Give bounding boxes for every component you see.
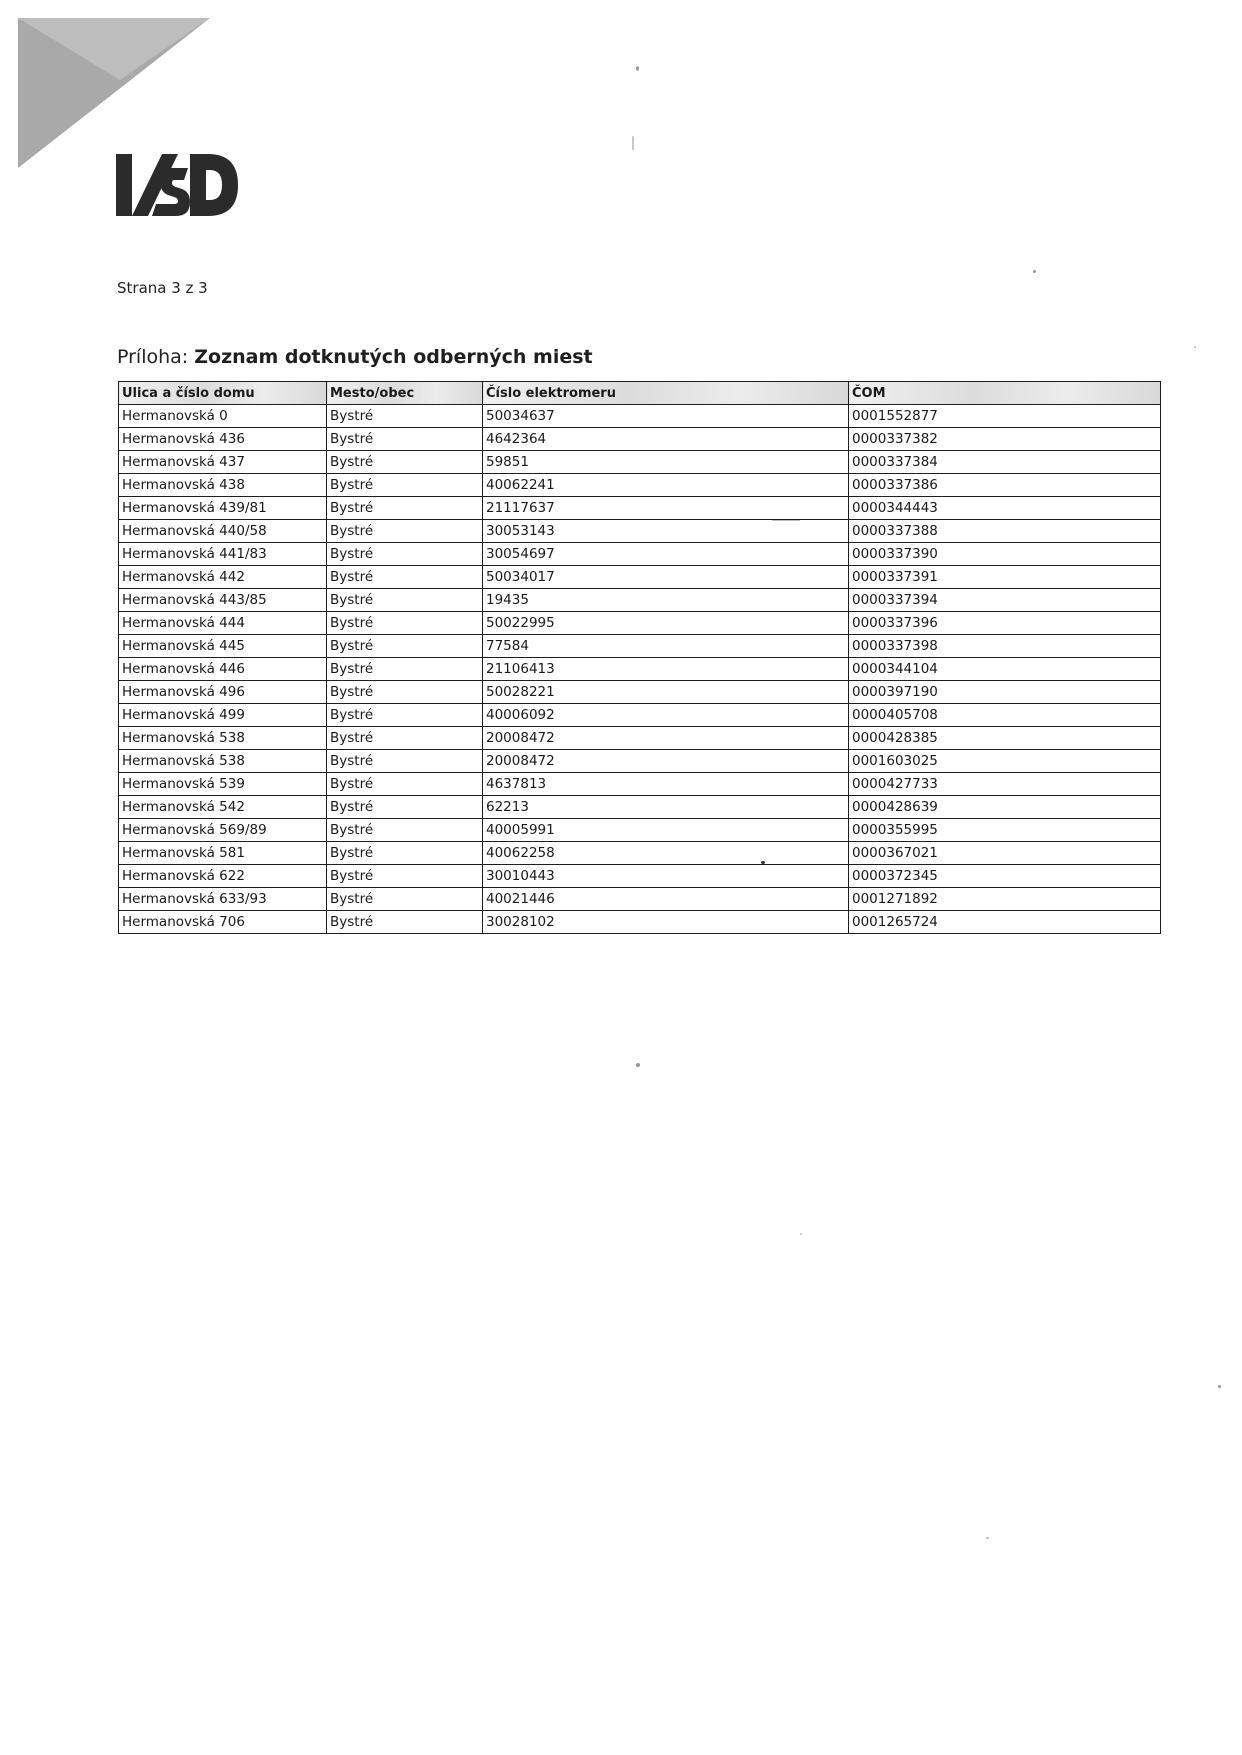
com-cell: 0000428639 (849, 796, 1161, 819)
street-cell: Hermanovská 441/83 (119, 543, 327, 566)
column-header-com: ČOM (849, 382, 1161, 405)
table-header-row (119, 382, 1161, 405)
scan-speck (632, 136, 634, 150)
table-row (119, 658, 1161, 681)
com-cell: 0000337396 (849, 612, 1161, 635)
city-cell: Bystré (327, 750, 483, 773)
meter-number-cell: 59851 (483, 451, 849, 474)
affected-places-table (118, 381, 1161, 934)
scan-speck (986, 1537, 989, 1539)
meter-number-cell: 20008472 (483, 727, 849, 750)
com-cell: 0000372345 (849, 865, 1161, 888)
city-cell: Bystré (327, 405, 483, 428)
street-cell: Hermanovská 706 (119, 911, 327, 934)
city-cell: Bystré (327, 520, 483, 543)
column-header-street: Ulica a číslo domu (119, 382, 327, 405)
table-row (119, 796, 1161, 819)
city-cell: Bystré (327, 888, 483, 911)
street-cell: Hermanovská 436 (119, 428, 327, 451)
table-row (119, 497, 1161, 520)
table-row (119, 704, 1161, 727)
table-row (119, 543, 1161, 566)
table-row (119, 428, 1161, 451)
table-row (119, 405, 1161, 428)
meter-number-cell: 30053143 (483, 520, 849, 543)
table-row (119, 681, 1161, 704)
com-cell: 0001265724 (849, 911, 1161, 934)
street-cell: Hermanovská 439/81 (119, 497, 327, 520)
table-row (119, 773, 1161, 796)
meter-number-cell: 40062258 (483, 842, 849, 865)
com-cell: 0001271892 (849, 888, 1161, 911)
com-cell: 0000337391 (849, 566, 1161, 589)
street-cell: Hermanovská 542 (119, 796, 327, 819)
meter-number-cell: 30054697 (483, 543, 849, 566)
meter-number-cell: 40006092 (483, 704, 849, 727)
title-highlight (194, 346, 592, 368)
meter-number-cell: 50022995 (483, 612, 849, 635)
com-cell: 0000427733 (849, 773, 1161, 796)
meter-number-cell: 50028221 (483, 681, 849, 704)
table-row (119, 612, 1161, 635)
table-row (119, 819, 1161, 842)
city-cell: Bystré (327, 796, 483, 819)
scan-speck (1218, 1385, 1221, 1388)
com-cell: 0000337386 (849, 474, 1161, 497)
table-row (119, 888, 1161, 911)
meter-number-cell: 30028102 (483, 911, 849, 934)
com-cell: 0000355995 (849, 819, 1161, 842)
street-cell: Hermanovská 538 (119, 750, 327, 773)
city-cell: Bystré (327, 819, 483, 842)
table-row (119, 727, 1161, 750)
table-row (119, 474, 1161, 497)
street-cell: Hermanovská 444 (119, 612, 327, 635)
city-cell: Bystré (327, 566, 483, 589)
street-cell: Hermanovská 496 (119, 681, 327, 704)
com-cell: 0000344104 (849, 658, 1161, 681)
city-cell: Bystré (327, 773, 483, 796)
com-cell: 0000337388 (849, 520, 1161, 543)
street-cell: Hermanovská 538 (119, 727, 327, 750)
column-header-city: Mesto/obec (327, 382, 483, 405)
city-cell: Bystré (327, 727, 483, 750)
com-cell: 0000405708 (849, 704, 1161, 727)
table-row (119, 842, 1161, 865)
title-highlighted-text: Zoznam dotknutých odberných miest (194, 346, 593, 368)
scan-speck (1194, 346, 1196, 348)
table-row (119, 750, 1161, 773)
street-cell: Hermanovská 440/58 (119, 520, 327, 543)
com-cell: 0000337394 (849, 589, 1161, 612)
meter-number-cell: 19435 (483, 589, 849, 612)
meter-number-cell: 21117637 (483, 497, 849, 520)
street-cell: Hermanovská 438 (119, 474, 327, 497)
table-row (119, 911, 1161, 934)
street-cell: Hermanovská 581 (119, 842, 327, 865)
meter-number-cell: 62213 (483, 796, 849, 819)
city-cell: Bystré (327, 428, 483, 451)
city-cell: Bystré (327, 681, 483, 704)
table-row (119, 865, 1161, 888)
meter-number-cell: 40062241 (483, 474, 849, 497)
meter-number-cell: 40005991 (483, 819, 849, 842)
table-row (119, 635, 1161, 658)
com-cell: 0000397190 (849, 681, 1161, 704)
meter-number-cell: 40021446 (483, 888, 849, 911)
city-cell: Bystré (327, 911, 483, 934)
com-cell: 0000367021 (849, 842, 1161, 865)
column-header-meter-number: Číslo elektromeru (483, 382, 849, 405)
com-cell: 0000337384 (849, 451, 1161, 474)
table-row (119, 566, 1161, 589)
com-cell: 0000337398 (849, 635, 1161, 658)
street-cell: Hermanovská 445 (119, 635, 327, 658)
table-row (119, 589, 1161, 612)
title-prefix: Príloha: (117, 346, 195, 368)
table-row (119, 451, 1161, 474)
city-cell: Bystré (327, 589, 483, 612)
meter-number-cell: 30010443 (483, 865, 849, 888)
street-cell: Hermanovská 569/89 (119, 819, 327, 842)
street-cell: Hermanovská 539 (119, 773, 327, 796)
street-cell: Hermanovská 0 (119, 405, 327, 428)
city-cell: Bystré (327, 842, 483, 865)
table-row (119, 520, 1161, 543)
city-cell: Bystré (327, 704, 483, 727)
street-cell: Hermanovská 622 (119, 865, 327, 888)
com-cell: 0000337382 (849, 428, 1161, 451)
street-cell: Hermanovská 442 (119, 566, 327, 589)
com-cell: 0001603025 (849, 750, 1161, 773)
city-cell: Bystré (327, 865, 483, 888)
meter-number-cell: 77584 (483, 635, 849, 658)
com-cell: 0000344443 (849, 497, 1161, 520)
city-cell: Bystré (327, 497, 483, 520)
meter-number-cell: 21106413 (483, 658, 849, 681)
meter-number-cell: 50034017 (483, 566, 849, 589)
scan-speck (772, 520, 800, 521)
meter-number-cell: 4637813 (483, 773, 849, 796)
scan-speck (636, 1063, 640, 1067)
meter-number-cell: 4642364 (483, 428, 849, 451)
street-cell: Hermanovská 437 (119, 451, 327, 474)
city-cell: Bystré (327, 635, 483, 658)
table-body (119, 405, 1161, 934)
street-cell: Hermanovská 443/85 (119, 589, 327, 612)
scan-speck (1033, 270, 1036, 273)
com-cell: 0001552877 (849, 405, 1161, 428)
attachment-title (117, 346, 593, 368)
scan-speck (761, 861, 765, 864)
meter-number-cell: 20008472 (483, 750, 849, 773)
vsd-logo (116, 150, 238, 220)
page-number: Strana 3 z 3 (117, 279, 208, 297)
city-cell: Bystré (327, 658, 483, 681)
city-cell: Bystré (327, 451, 483, 474)
page-corner-fold (0, 0, 215, 170)
city-cell: Bystré (327, 612, 483, 635)
scan-speck (636, 66, 639, 71)
com-cell: 0000428385 (849, 727, 1161, 750)
city-cell: Bystré (327, 474, 483, 497)
city-cell: Bystré (327, 543, 483, 566)
scan-speck (800, 1233, 802, 1235)
street-cell: Hermanovská 633/93 (119, 888, 327, 911)
street-cell: Hermanovská 499 (119, 704, 327, 727)
meter-number-cell: 50034637 (483, 405, 849, 428)
com-cell: 0000337390 (849, 543, 1161, 566)
street-cell: Hermanovská 446 (119, 658, 327, 681)
